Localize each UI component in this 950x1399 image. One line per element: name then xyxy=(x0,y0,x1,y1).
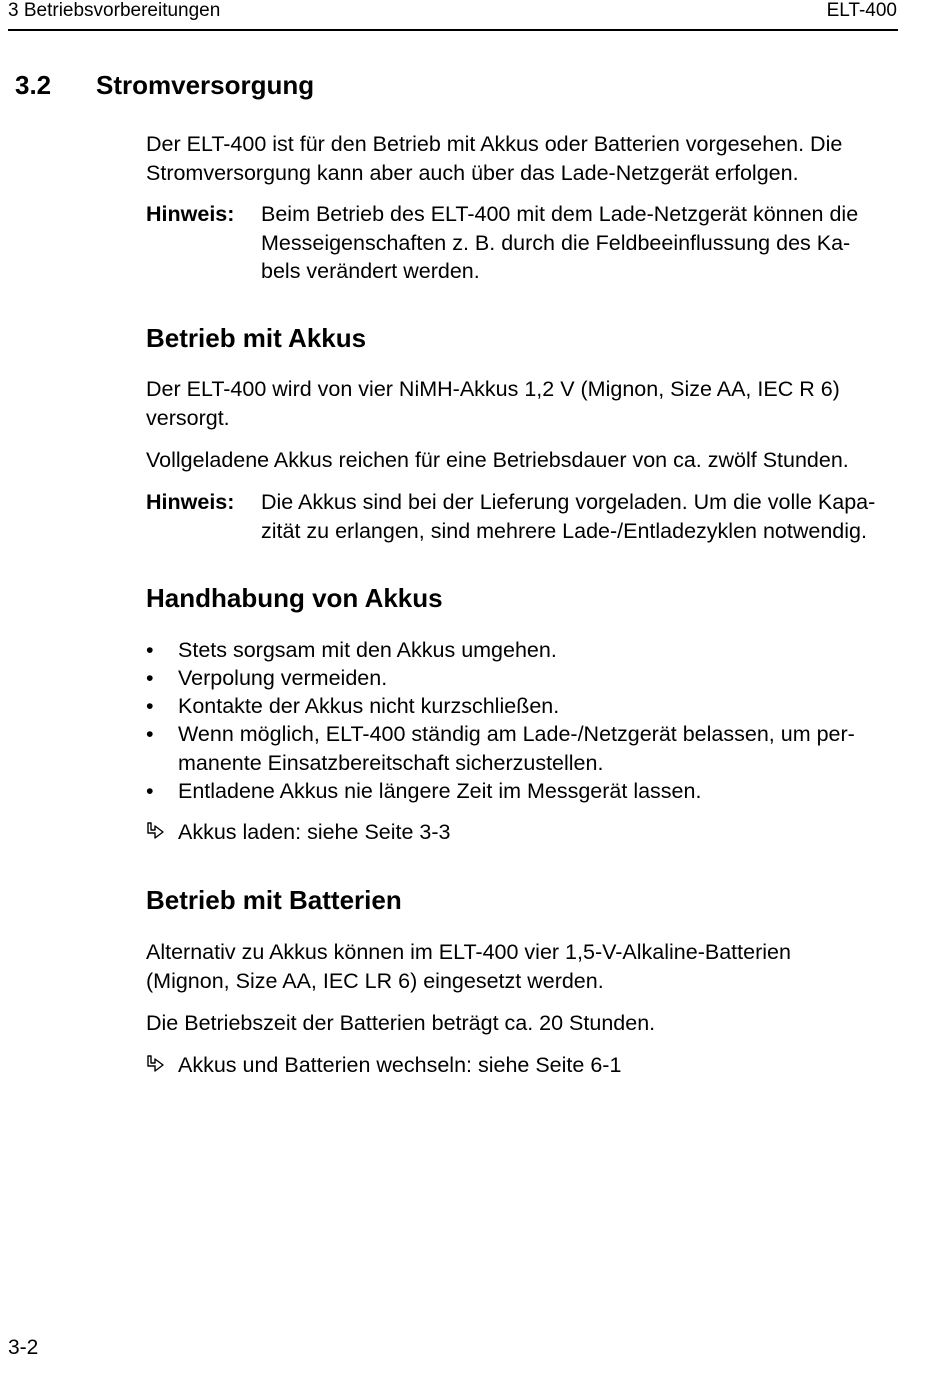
hint-line: bels verändert werden. xyxy=(261,259,480,283)
bullet-icon: • xyxy=(146,638,154,662)
subheading-batteries: Betrieb mit Batterien xyxy=(146,885,402,915)
section-title: Stromversorgung xyxy=(96,70,315,100)
list-item: Stets sorgsam mit den Akkus umgehen. xyxy=(178,638,557,662)
akkus-duration-paragraph: Vollgeladene Akkus reichen für eine Betriebsdauer von ca. zwölf Stunden. xyxy=(146,448,849,472)
akkus-line: Der ELT-400 wird von vier NiMH-Akkus 1,2 V (Mignon, Size AA, IEC R 6) xyxy=(146,377,840,401)
subheading-akkus: Betrieb mit Akkus xyxy=(146,323,367,353)
hint-label: Hinweis: xyxy=(146,202,235,226)
hint-line: Messeigenschaften z. B. durch die Feldbeeinflussung des Ka- xyxy=(261,230,851,255)
intro-paragraph xyxy=(146,130,906,187)
list-item: Entladene Akkus nie längere Zeit im Messgerät lassen. xyxy=(178,779,702,803)
batteries-line: (Mignon, Size AA, IEC LR 6) eingesetzt werden. xyxy=(146,968,604,993)
hollow-pointing-hand-arrow-icon xyxy=(144,1054,166,1076)
hint-text xyxy=(261,488,911,545)
cross-reference-link[interactable]: Akkus und Batterien wechseln: siehe Seite 6-1 xyxy=(178,1053,622,1077)
akkus-line: versorgt. xyxy=(146,405,230,430)
hint-line: Die Akkus sind bei der Lieferung vorgeladen. Um die volle Kapa- xyxy=(261,490,876,514)
running-header-chapter: 3 Betriebsvorbereitungen xyxy=(8,0,221,21)
batteries-duration-paragraph: Die Betriebszeit der Batterien beträgt ca. 20 Stunden. xyxy=(146,1011,656,1035)
page-number: 3-2 xyxy=(8,1336,39,1359)
header-divider xyxy=(8,29,898,31)
intro-line: Der ELT-400 ist für den Betrieb mit Akkus oder Batterien vorgesehen. Die xyxy=(146,132,843,156)
hollow-pointing-hand-arrow-icon xyxy=(144,821,166,843)
akkus-paragraph xyxy=(146,375,906,432)
hint-line: Beim Betrieb des ELT-400 mit dem Lade-Netzgerät können die xyxy=(261,202,859,226)
list-item: Kontakte der Akkus nicht kurzschließen. xyxy=(178,694,560,718)
bullet-icon: • xyxy=(146,779,154,803)
hint-label: Hinweis: xyxy=(146,490,235,514)
running-header-product: ELT-400 xyxy=(826,0,897,21)
batteries-paragraph xyxy=(146,938,906,995)
cross-reference-link[interactable]: Akkus laden: siehe Seite 3-3 xyxy=(178,820,451,844)
bullet-icon: • xyxy=(146,694,154,718)
list-item: Wenn möglich, ELT-400 ständig am Lade-/Netzgerät belassen, um per- manente Einsatzbereitschaft sicherzustellen. xyxy=(178,722,855,775)
list-item: Verpolung vermeiden. xyxy=(178,666,388,690)
subheading-handling: Handhabung von Akkus xyxy=(146,583,443,613)
batteries-line: Alternativ zu Akkus können im ELT-400 vier 1,5-V-Alkaline-Batterien xyxy=(146,940,791,964)
bullet-icon: • xyxy=(146,722,154,746)
hint-text xyxy=(261,200,911,286)
section-number: 3.2 xyxy=(15,70,52,100)
hint-line: zität zu erlangen, sind mehrere Lade-/Entladezyklen notwendig. xyxy=(261,518,867,543)
intro-line: Stromversorgung kann aber auch über das Lade-Netzgerät erfolgen. xyxy=(146,160,799,185)
bullet-icon: • xyxy=(146,666,154,690)
